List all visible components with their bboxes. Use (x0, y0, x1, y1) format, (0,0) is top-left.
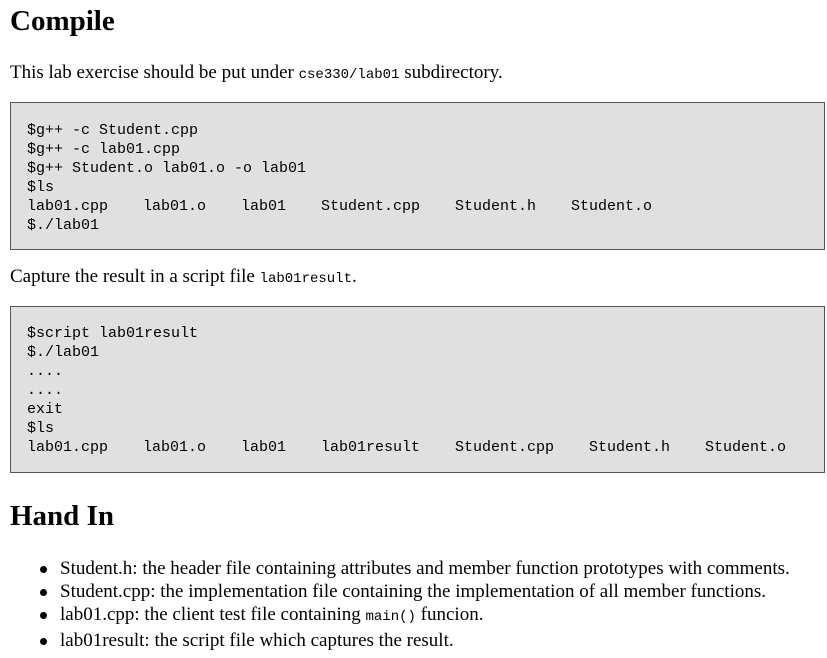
compile-intro (10, 62, 503, 86)
ls-entry: Student.cpp (321, 198, 421, 215)
ls-entry: lab01.o (143, 198, 207, 215)
ls-entry: lab01.o (143, 439, 207, 456)
intro-path-code: cse330/lab01 (298, 67, 400, 83)
bullet-icon (40, 612, 47, 619)
capture-file-code: lab01result (259, 271, 352, 287)
code-line: $g++ -c Student.cpp (27, 122, 199, 139)
main-function-code: main() (365, 609, 416, 625)
bullet-icon (40, 566, 47, 573)
handin-heading: Hand In (10, 500, 114, 532)
ls-entry: lab01 (241, 198, 287, 215)
intro-text-after: subdirectory. (399, 62, 503, 83)
code-line: $g++ -c lab01.cpp (27, 141, 181, 158)
code-line: .... (27, 382, 64, 399)
code-line: $./lab01 (27, 344, 100, 361)
bullet-icon (40, 589, 47, 596)
ls-entry: Student.h (455, 198, 537, 215)
ls-entry: lab01 (241, 439, 287, 456)
bullet-icon (40, 638, 47, 645)
list-item-text-after: funcion. (415, 604, 484, 625)
code-line: $g++ Student.o lab01.o -o lab01 (27, 160, 307, 177)
code-line: .... (27, 363, 64, 380)
list-item (60, 603, 790, 629)
list-item (60, 557, 790, 580)
ls-entry: Student.cpp (455, 439, 555, 456)
ls-entry: Student.o (705, 439, 787, 456)
code-line: $script lab01result (27, 325, 199, 342)
ls-entry: Student.o (571, 198, 653, 215)
ls-entry: lab01.cpp (27, 198, 109, 215)
list-item-text: lab01result: the script file which captures the result. (60, 630, 454, 651)
ls-entry: lab01result (321, 439, 421, 456)
code-line: exit (27, 401, 64, 418)
capture-text-before: Capture the result in a script file (10, 266, 260, 287)
capture-code-block (10, 306, 825, 473)
list-item (60, 580, 790, 603)
handin-list (10, 557, 790, 652)
code-line: $ls (27, 179, 55, 196)
intro-text-before: This lab exercise should be put under (10, 62, 299, 83)
compile-code-block (10, 102, 825, 250)
list-item (60, 629, 790, 652)
list-item-text: Student.cpp: the implementation file containing the implementation of all member functions. (60, 581, 766, 602)
ls-output-line (27, 438, 824, 457)
code-line: $ls (27, 420, 55, 437)
list-item-text: Student.h: the header file containing attributes and member function prototypes with comments. (60, 558, 790, 579)
ls-entry: lab01.cpp (27, 439, 109, 456)
list-item-text: lab01.cpp: the client test file containing (60, 604, 366, 625)
code-line: $./lab01 (27, 217, 100, 234)
capture-text (10, 266, 357, 290)
ls-output-line (27, 197, 824, 216)
ls-entry: Student.h (589, 439, 671, 456)
capture-text-after: . (351, 266, 357, 287)
compile-heading: Compile (10, 5, 115, 37)
